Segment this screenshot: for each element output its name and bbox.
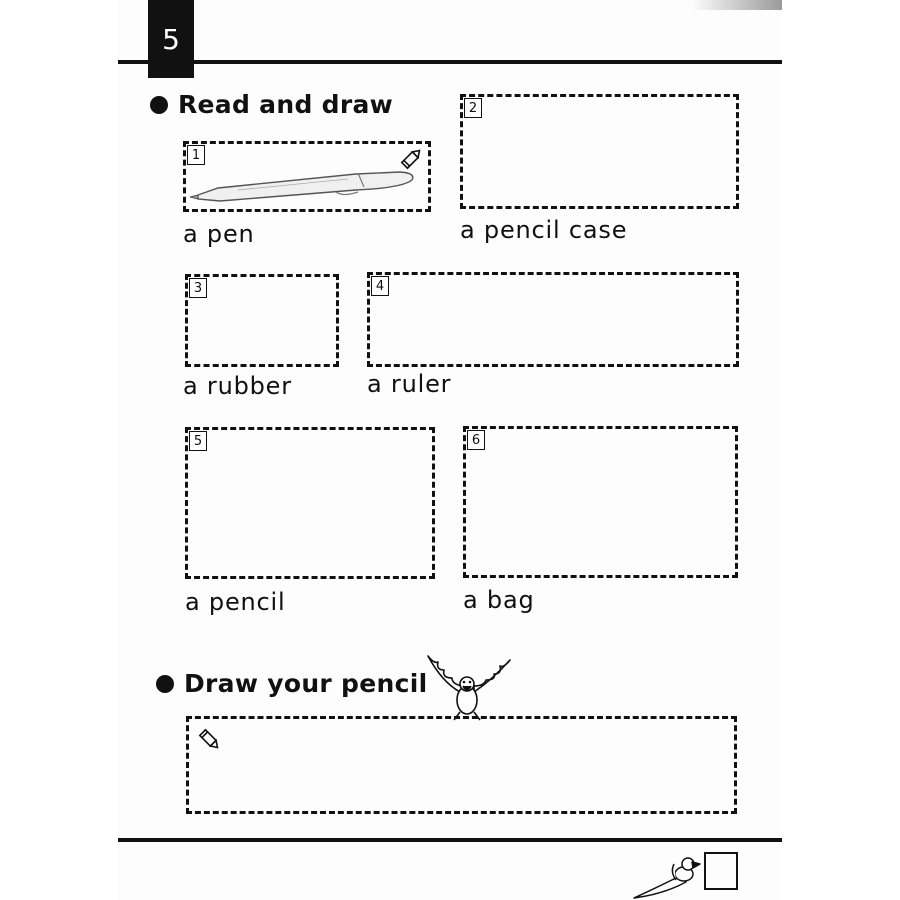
section-title-text: Draw your pencil — [184, 669, 428, 698]
section-title-text: Read and draw — [178, 90, 394, 119]
box-number: 4 — [371, 276, 389, 296]
bullet-icon — [156, 675, 174, 693]
caption-3: a rubber — [183, 372, 292, 400]
caption-6: a bag — [463, 586, 535, 614]
box-number: 2 — [464, 98, 482, 118]
corner-box — [704, 852, 738, 890]
top-rule — [118, 60, 782, 64]
section-title-read-and-draw — [150, 90, 393, 119]
caption-2: a pencil case — [460, 216, 628, 244]
pen-drawing — [188, 168, 420, 208]
caption-4: a ruler — [367, 370, 452, 398]
section-title-draw-your-pencil — [156, 669, 427, 698]
box-number: 6 — [467, 430, 485, 450]
background-right-margin — [782, 0, 900, 900]
drawing-box-5[interactable] — [185, 427, 435, 579]
flying-parrot-icon — [630, 850, 712, 900]
drawing-box-4[interactable] — [367, 272, 739, 367]
drawing-box-pencil[interactable] — [186, 716, 737, 814]
page-number: 5 — [148, 0, 194, 78]
background-left-margin — [0, 0, 118, 900]
bottom-rule — [118, 838, 782, 842]
box-number: 3 — [189, 278, 207, 298]
drawing-box-6[interactable] — [463, 426, 738, 578]
box-number: 1 — [187, 145, 205, 165]
caption-5: a pencil — [185, 588, 286, 616]
box-number: 5 — [189, 431, 207, 451]
drawing-box-3[interactable] — [185, 274, 339, 367]
drawing-box-2[interactable] — [460, 94, 739, 209]
page-edge-shadow — [690, 0, 782, 10]
bullet-icon — [150, 96, 168, 114]
pencil-icon — [196, 726, 222, 752]
caption-1: a pen — [183, 220, 255, 248]
parrot-icon — [422, 652, 514, 722]
